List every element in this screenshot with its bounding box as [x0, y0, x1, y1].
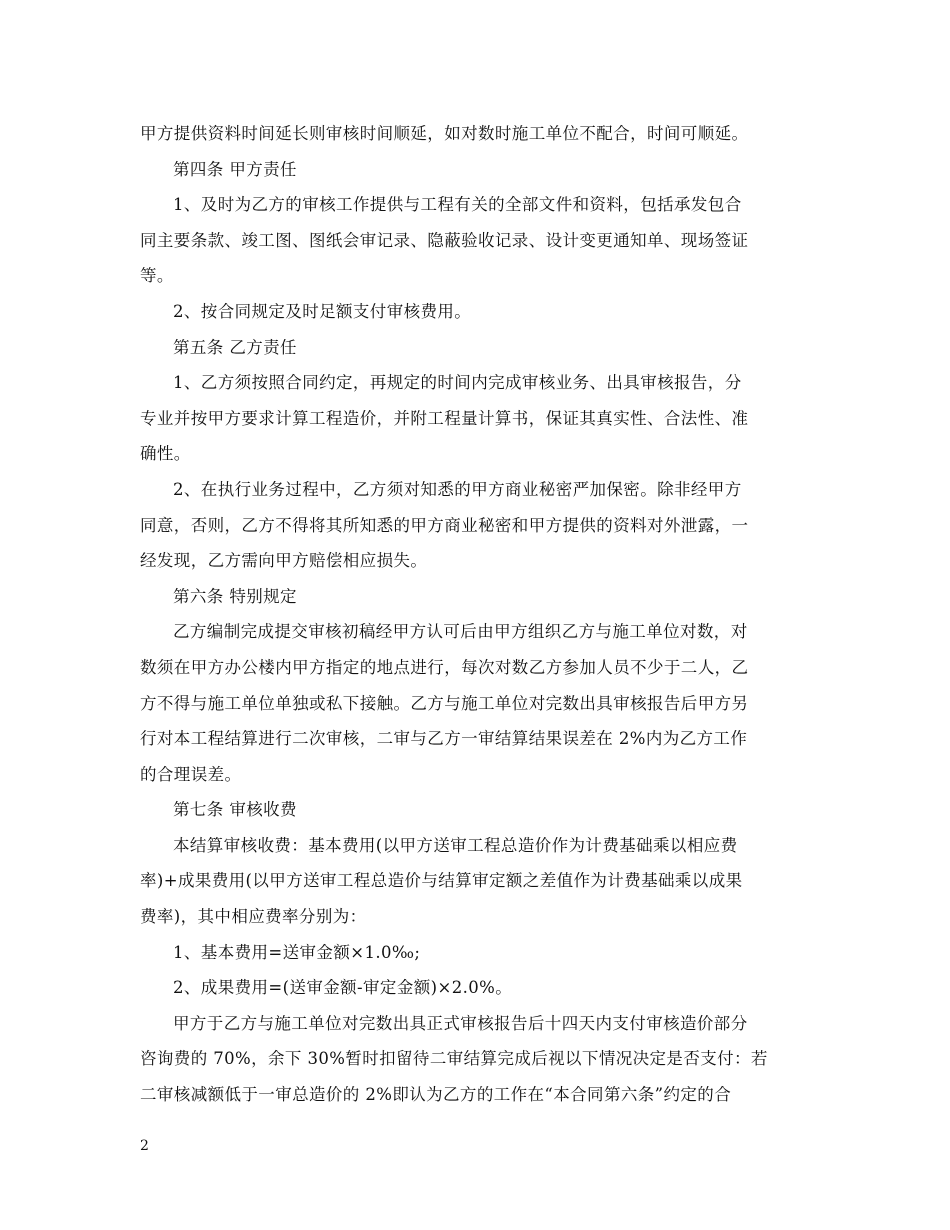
text-line: 1、乙方须按照合同约定，再规定的时间内完成审核业务、出具审核报告，分 — [173, 373, 742, 393]
text-line: 2、按合同规定及时足额支付审核费用。 — [173, 301, 472, 321]
text-line: 费率)，其中相应费率分别为： — [140, 907, 367, 927]
text-line: 1、及时为乙方的审核工作提供与工程有关的全部文件和资料，包括承发包合 — [173, 195, 742, 215]
section-heading: 第四条 甲方责任 — [173, 159, 297, 179]
section-heading: 第六条 特别规定 — [173, 586, 297, 606]
text-line: 甲方提供资料时间延长则审核时间顺延，如对数时施工单位不配合，时间可顺延。 — [140, 124, 749, 143]
text-line: 2、在执行业务过程中，乙方须对知悉的甲方商业秘密严加保密。除非经甲方 — [173, 479, 742, 499]
text-line: 行对本工程结算进行二次审核，二审与乙方一审结算结果误差在 2%内为乙方工作 — [140, 729, 748, 749]
text-line: 数须在甲方办公楼内甲方指定的地点进行，每次对数乙方参加人员不少于二人，乙 — [140, 657, 749, 677]
text-line: 1、基本费用=送审金额×1.0‰; — [173, 942, 421, 962]
text-line: 同主要条款、竣工图、图纸会审记录、隐蔽验收记录、设计变更通知单、现场签证 — [140, 230, 749, 250]
document-body — [140, 116, 812, 1113]
text-line: 本结算审核收费：基本费用(以甲方送审工程总造价作为计费基础乘以相应费 — [173, 835, 738, 855]
text-line: 二审核减额低于一审总造价的 2%即认为乙方的工作在“本合同第六条”约定的合 — [140, 1085, 732, 1105]
text-line: 等。 — [140, 266, 174, 286]
text-line: 的合理误差。 — [140, 764, 242, 784]
text-line: 专业并按甲方要求计算工程造价，并附工程量计算书，保证其真实性、合法性、准 — [140, 408, 749, 428]
text-line: 同意，否则，乙方不得将其所知悉的甲方商业秘密和甲方提供的资料对外泄露，一 — [140, 515, 749, 535]
text-line: 经发现，乙方需向甲方赔偿相应损失。 — [140, 551, 428, 571]
text-line: 乙方编制完成提交审核初稿经甲方认可后由甲方组织乙方与施工单位对数，对 — [173, 622, 748, 642]
text-line: 率)+成果费用(以甲方送审工程总造价与结算审定额之差值作为计费基础乘以成果 — [140, 871, 743, 891]
text-line: 确性。 — [140, 444, 191, 464]
section-heading: 第五条 乙方责任 — [173, 337, 297, 357]
text-line: 2、成果费用=(送审金额-审定金额)×2.0%。 — [173, 978, 513, 998]
text-line: 咨询费的 70%，余下 30%暂时扣留待二审结算完成后视以下情况决定是否支付：若 — [140, 1049, 768, 1069]
text-line: 方不得与施工单位单独或私下接触。乙方与施工单位对完数出具审核报告后甲方另 — [140, 693, 749, 713]
section-heading: 第七条 审核收费 — [173, 800, 297, 820]
page-number: 2 — [140, 1138, 149, 1154]
text-line: 甲方于乙方与施工单位对完数出具正式审核报告后十四天内支付审核造价部分 — [173, 1013, 748, 1033]
